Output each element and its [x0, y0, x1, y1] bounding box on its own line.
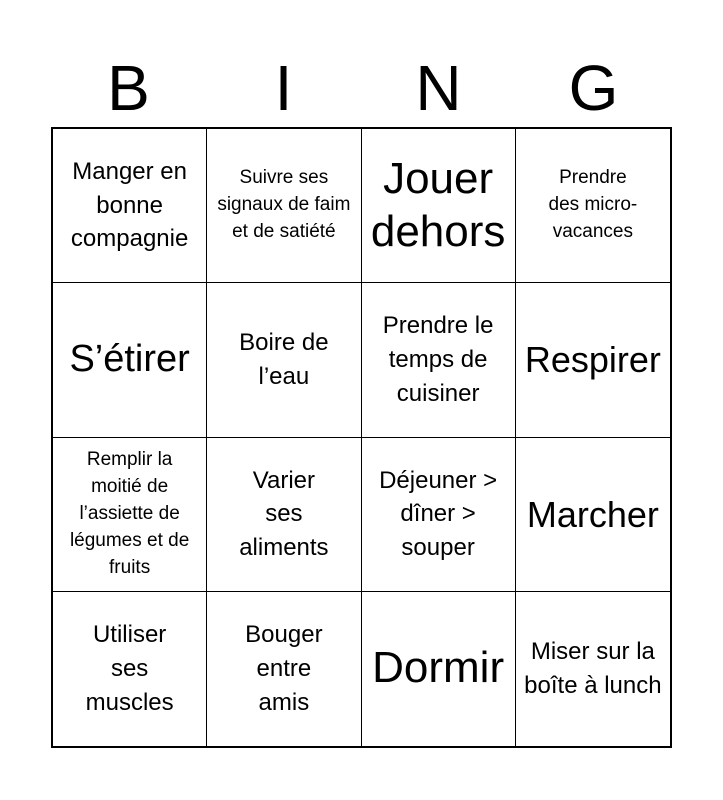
cell-text: Suivre ses signaux de faim et de satiété — [217, 167, 351, 243]
header-letter-n: N — [415, 52, 462, 124]
cell-text: Déjeuner > dîner > souper — [379, 466, 498, 561]
bingo-cell[interactable] — [207, 283, 361, 437]
cell-text: Jouer dehors — [370, 153, 506, 256]
header-letter-b: B — [107, 52, 150, 124]
cell-text: Utiliser ses muscles — [85, 621, 174, 716]
cell-text: Prendre le temps de cuisiner — [382, 312, 494, 407]
cell-text: Miser sur la boîte à lunch — [524, 638, 662, 699]
bingo-cell[interactable] — [516, 283, 670, 437]
header-letter-g: G — [568, 52, 619, 124]
cell-text: Prendre des micro-vacances — [548, 167, 638, 243]
header-letter-i: I — [274, 52, 293, 124]
bingo-cell[interactable] — [362, 438, 516, 592]
bingo-cell[interactable] — [207, 438, 361, 592]
bingo-cell[interactable] — [362, 283, 516, 437]
bingo-cell[interactable] — [516, 438, 670, 592]
bingo-cell[interactable] — [516, 592, 670, 746]
bingo-header — [51, 50, 671, 126]
cell-text: Varier ses aliments — [239, 466, 329, 561]
cell-text: Respirer — [524, 339, 661, 381]
bingo-cell[interactable] — [362, 129, 516, 283]
cell-text: Boire de l’eau — [239, 329, 329, 390]
bingo-cell[interactable] — [53, 438, 207, 592]
bingo-cell[interactable] — [53, 129, 207, 283]
bingo-cell[interactable] — [516, 129, 670, 283]
bingo-card — [51, 127, 672, 748]
bingo-cell[interactable] — [207, 592, 361, 746]
bingo-cell[interactable] — [207, 129, 361, 283]
bingo-cell[interactable] — [362, 592, 516, 746]
cell-text: Bouger entre amis — [245, 621, 323, 716]
cell-text: Dormir — [372, 643, 505, 693]
cell-text: Manger en bonne compagnie — [70, 158, 189, 253]
cell-text: Remplir la moitié de l’assiette de légumes et de fruits — [69, 448, 190, 578]
bingo-cell[interactable] — [53, 592, 207, 746]
cell-text: Marcher — [526, 493, 659, 535]
cell-text: S’étirer — [69, 338, 190, 381]
bingo-cell[interactable] — [53, 283, 207, 437]
